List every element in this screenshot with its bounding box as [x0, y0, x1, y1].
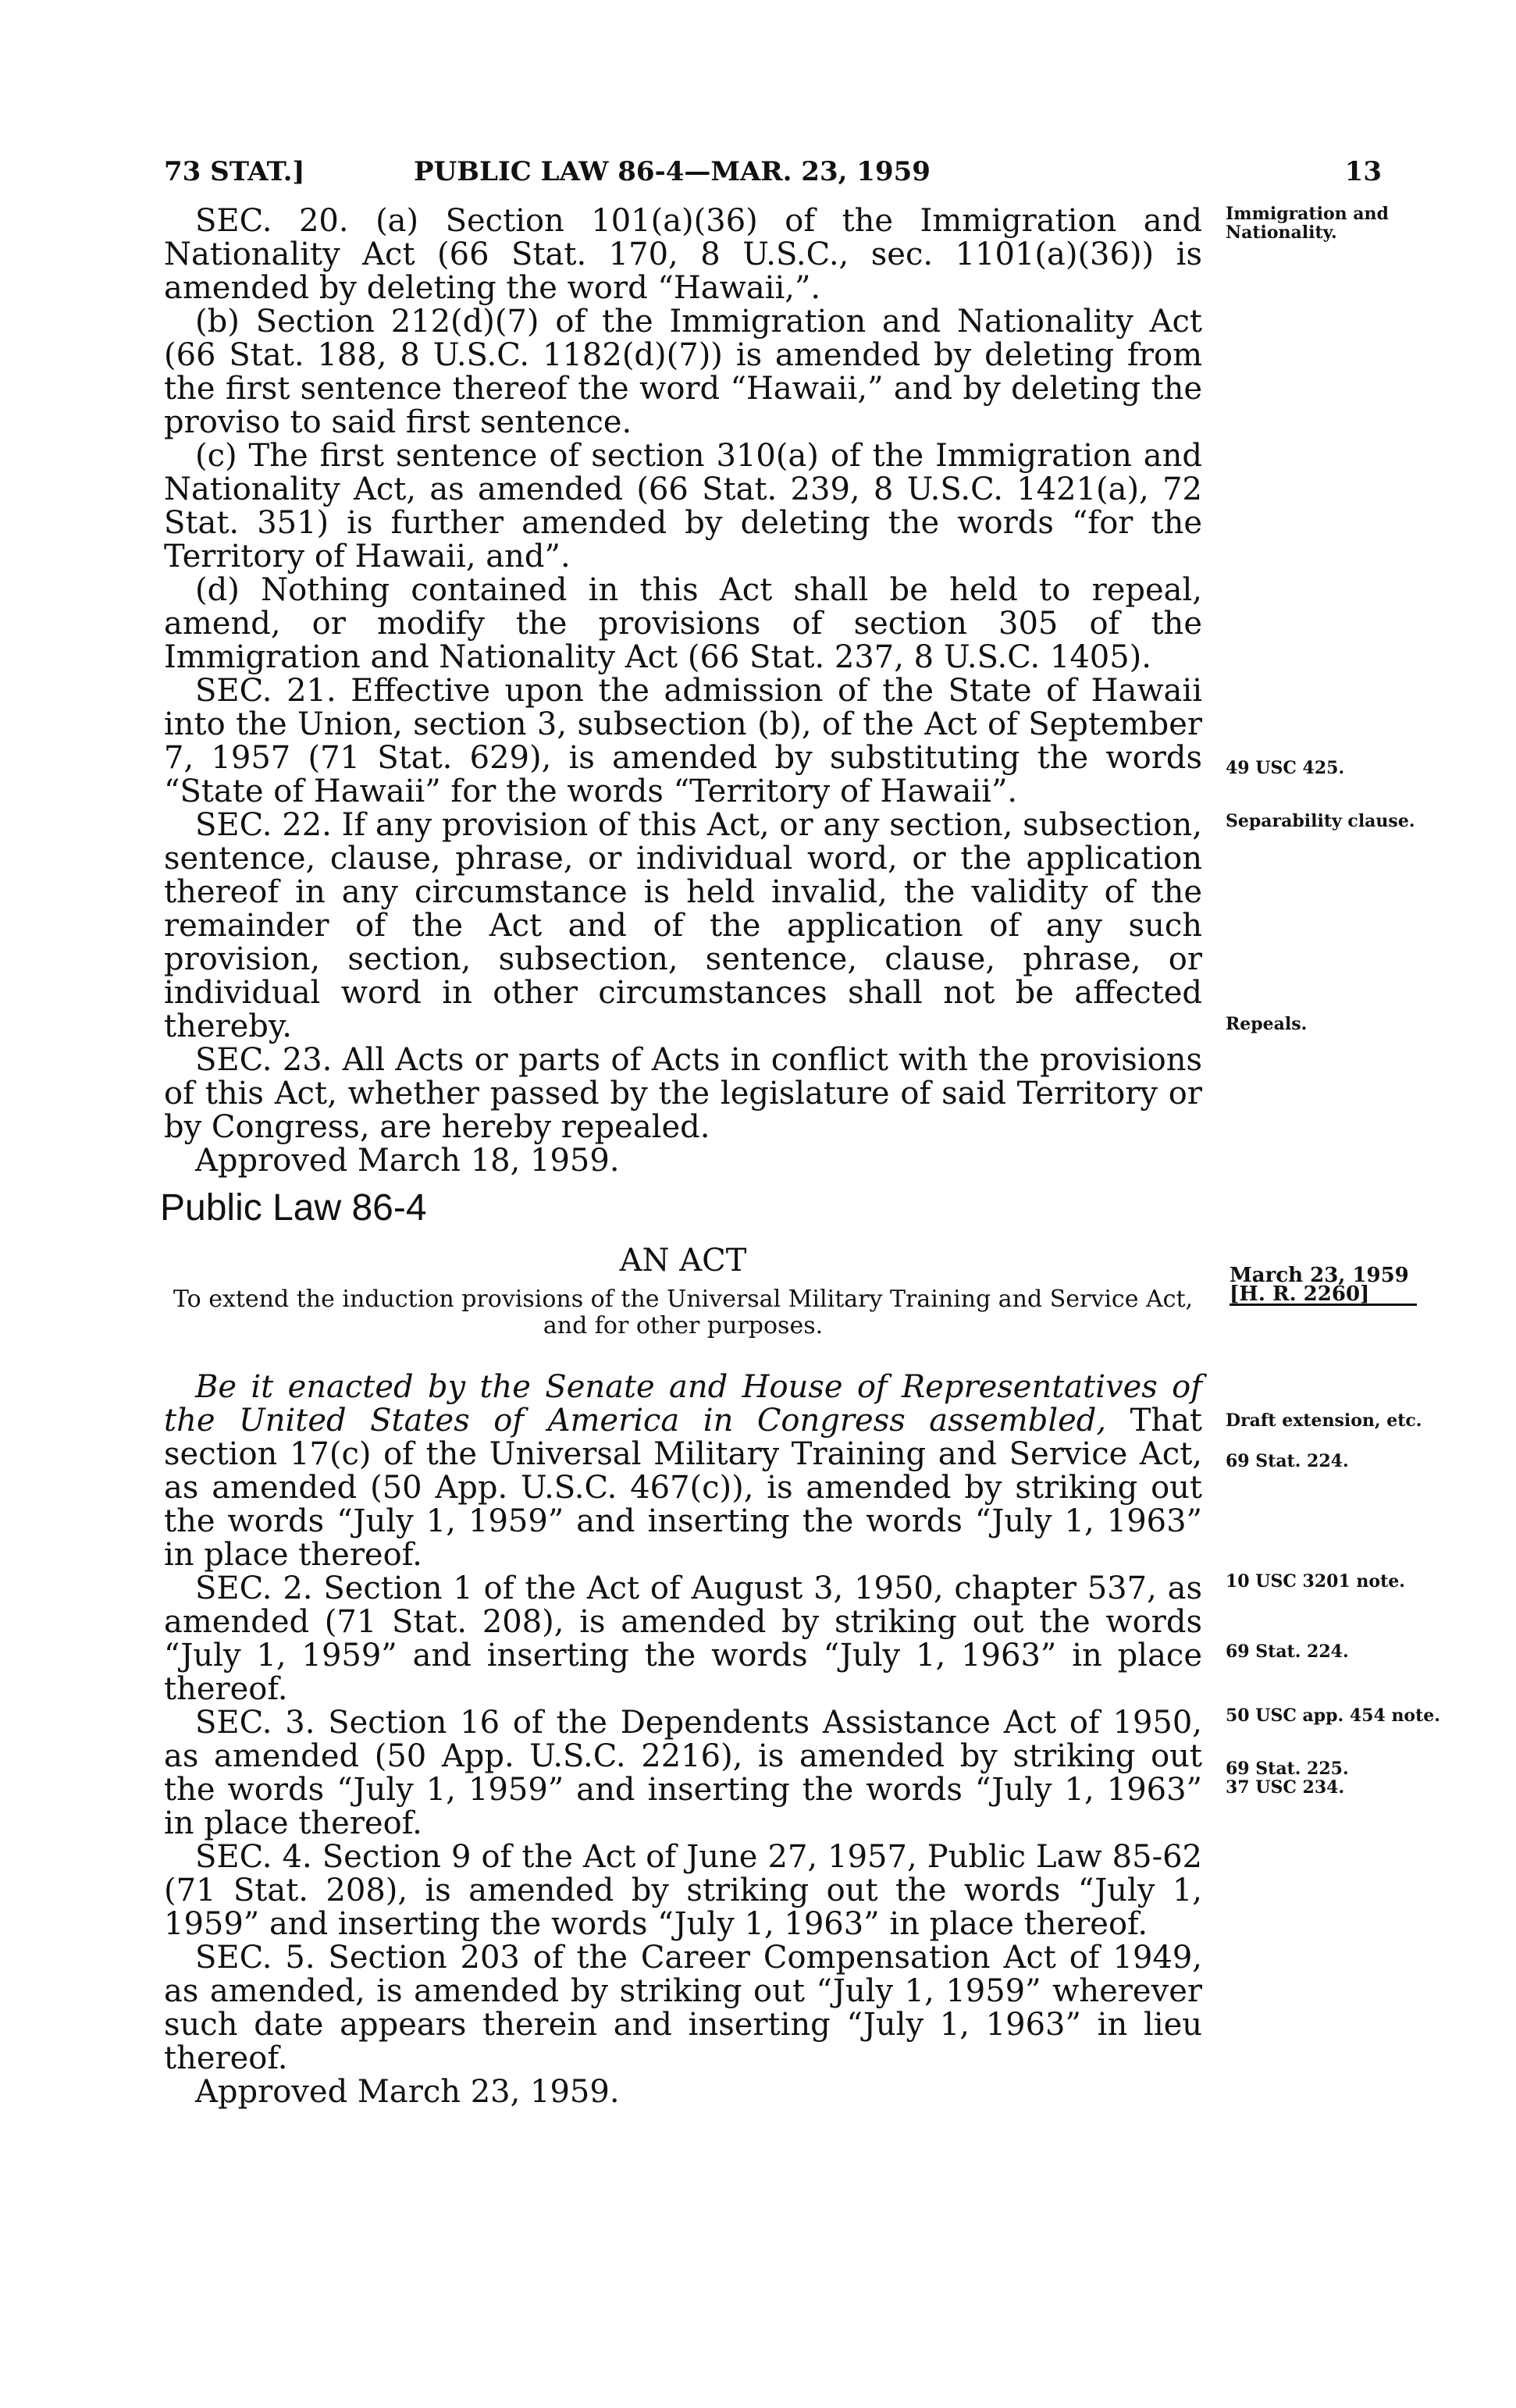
enacting-clause: Be it enacted by the Senate and House of Representatives of the United States of America in Congress assembled,: [164, 1369, 1202, 1439]
sec-5: [164, 1941, 1202, 2075]
section-label: SEC. 20.: [195, 203, 349, 239]
sec-20-b: [164, 305, 1202, 439]
sec-20-c: [164, 439, 1202, 574]
section-text: That section 17(c) of the Universal Military Training and Service Act, as amended (50 App. U.S.C. 467(c)), is amended by striking out the words “July 1, 1959” and inserting the words “July 1, 1963” in place thereof.: [164, 1403, 1203, 1573]
page-number: 13: [1344, 156, 1382, 187]
section-text: If any provision of this Act, or any section, subsection, sentence, clause, phrase, or individual word, or the application thereof in any circumstance is held invalid, the validity of the remainder of the Act and of the application of any such provision, section, subsection, sentence, clause, phrase, or individual word in other circumstances shall not be affected thereby.: [164, 807, 1202, 1044]
margin-note-separability: Separability clause.: [1226, 811, 1415, 831]
bill-number: [H. R. 2260]: [1230, 1282, 1370, 1306]
enacting-paragraph: [164, 1371, 1202, 1572]
section-label: SEC. 5.: [195, 1940, 315, 1976]
section-text: All Acts or parts of Acts in conflict with the provisions of this Act, whether passed by the legislature of said Territory or by Congress, are hereby repealed.: [164, 1042, 1202, 1145]
margin-note-69stat-c: 69 Stat. 225.: [1226, 1759, 1349, 1779]
sec-20-d: [164, 574, 1202, 674]
margin-note-10usc: 10 USC 3201 note.: [1226, 1571, 1405, 1592]
act-date: March 23, 1959: [1230, 1264, 1409, 1287]
header-title: PUBLIC LAW 86-4—MAR. 23, 1959: [414, 156, 931, 187]
an-act-heading: AN ACT: [619, 1243, 747, 1279]
sec-3: [164, 1706, 1202, 1841]
first-law-body: [164, 205, 1202, 1178]
sec-21: [164, 674, 1202, 809]
sec-20-a: [164, 205, 1202, 305]
section-label: SEC. 21.: [195, 673, 336, 709]
margin-note-69stat-a: 69 Stat. 224.: [1226, 1451, 1349, 1471]
section-label: SEC. 3.: [195, 1705, 315, 1741]
section-text: Section 16 of the Dependents Assistance Act of 1950, as amended (50 App. U.S.C. 2216), is amended by striking out the words “July 1, 1959” and inserting the words “July 1, 1963” in place thereof.: [164, 1705, 1203, 1841]
approved-date: Approved March 18, 1959.: [195, 1143, 620, 1179]
section-label: SEC. 22.: [195, 807, 332, 843]
section-text: (c) The first sentence of section 310(a) of the Immigration and Nationality Act, as amended (66 Stat. 239, 8 U.S.C. 1421(a), 72 Stat. 351) is further amended by deleting the words “for the Territory of Hawaii, and”.: [164, 438, 1202, 574]
approved-date: Approved March 23, 1959.: [195, 2074, 620, 2110]
section-label: SEC. 4.: [195, 1839, 312, 1875]
sec-23: [164, 1044, 1202, 1144]
section-label: SEC. 23.: [195, 1042, 333, 1078]
public-law-title: Public Law 86-4: [160, 1187, 427, 1229]
section-text: Section 203 of the Career Compensation Act of 1949, as amended, is amended by striking out “July 1, 1959” wherever such date appears therein and inserting “July 1, 1963” in lieu thereof.: [164, 1940, 1202, 2076]
section-text: Section 1 of the Act of August 3, 1950, chapter 537, as amended (71 Stat. 208), is amended by striking out the words “July 1, 1959” and inserting the words “July 1, 1963” in place thereof.: [164, 1570, 1203, 1707]
margin-note-draft: Draft extension, etc.: [1226, 1410, 1422, 1431]
sec-2: [164, 1572, 1202, 1706]
header-volume: 73 STAT.]: [164, 156, 305, 187]
section-text: (a) Section 101(a)(36) of the Immigration and Nationality Act (66 Stat. 170, 8 U.S.C., sec. 1101(a)(36)) is amended by deleting the word “Hawaii,”.: [164, 203, 1202, 306]
sec-4: [164, 1841, 1202, 1941]
section-text: Effective upon the admission of the State of Hawaii into the Union, section 3, subsection (b), of the Act of September 7, 1957 (71 Stat. 629), is amended by substituting the words “State of Hawaii” for the words “Territory of Hawaii”.: [164, 673, 1202, 809]
act-purpose: To extend the induction provisions of the Universal Military Training and Service Act, and for other purposes.: [173, 1286, 1194, 1339]
margin-note-immigration: Immigration and Nationality.: [1226, 204, 1389, 243]
act-date-box: [1230, 1266, 1417, 1306]
sec-22: [164, 809, 1202, 1044]
margin-note-49usc: 49 USC 425.: [1226, 758, 1345, 778]
section-label: SEC. 2.: [195, 1570, 313, 1606]
second-law-body: [164, 1371, 1202, 2109]
margin-note-repeals: Repeals.: [1226, 1014, 1308, 1034]
margin-note-69stat-b: 69 Stat. 224.: [1226, 1641, 1349, 1662]
section-text: (b) Section 212(d)(7) of the Immigration and Nationality Act (66 Stat. 188, 8 U.S.C. 1182(d)(7)) is amended by deleting from the first sentence thereof the word “Hawaii,” and by deleting the proviso to said first sentence.: [164, 304, 1202, 440]
section-text: (d) Nothing contained in this Act shall be held to repeal, amend, or modify the provisions of section 305 of the Immigration and Nationality Act (66 Stat. 237, 8 U.S.C. 1405).: [164, 572, 1202, 675]
section-text: Section 9 of the Act of June 27, 1957, Public Law 85-62 (71 Stat. 208), is amended by striking out the words “July 1, 1959” and inserting the words “July 1, 1963” in place thereof.: [164, 1839, 1202, 1942]
margin-note-50usc: 50 USC app. 454 note.: [1226, 1706, 1440, 1726]
margin-note-37usc: 37 USC 234.: [1226, 1777, 1345, 1798]
